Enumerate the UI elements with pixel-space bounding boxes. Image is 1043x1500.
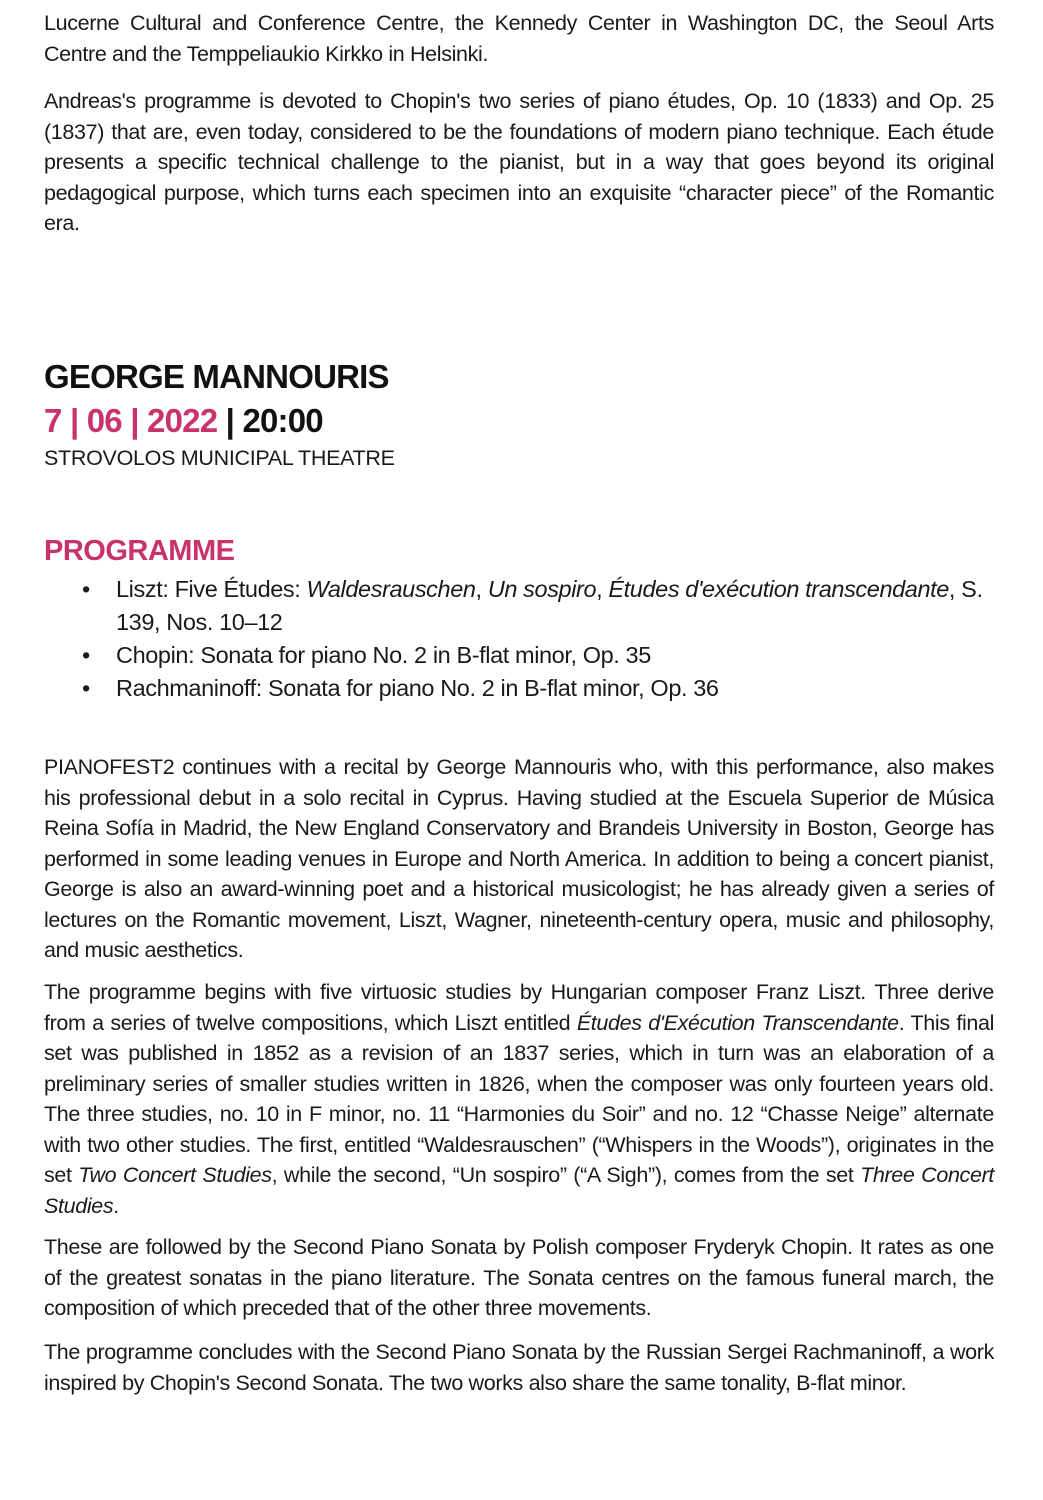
item-separator: , bbox=[596, 576, 609, 602]
bullet-icon: • bbox=[82, 642, 90, 668]
item-text: Chopin: Sonata for piano No. 2 in B-flat minor, Op. 35 bbox=[116, 642, 651, 668]
programme-item bbox=[44, 672, 994, 705]
work-title: Three Concert Studies bbox=[44, 1163, 994, 1218]
event-year: 2022 bbox=[147, 402, 218, 439]
paragraph-text: . This final set was published in 1852 as a revision of an 1837 series, which in turn was an elaboration of a preliminary series of smaller studies written in 1826, when the composer was only fourteen years old. The three studies, no. 10 in F minor, no. 11 “Harmonies du Soir” and no. 12 “Chasse Neige” alternate with two other studies. The first, entitled “Waldesrauschen” (“Whispers in the Woods”), originates in the set bbox=[44, 1010, 995, 1187]
bullet-icon: • bbox=[82, 675, 90, 701]
date-separator: | bbox=[69, 402, 79, 439]
programme-heading: PROGRAMME bbox=[44, 535, 235, 567]
work-title: Études d'exécution transcendante bbox=[608, 576, 949, 602]
body-paragraph-4: The programme concludes with the Second Piano Sonata by the Russian Sergei Rachmaninoff, a work inspired by Chopin's Second Sonata. The two works also share the same tonality, B-flat minor. bbox=[44, 1340, 994, 1395]
item-separator: , bbox=[475, 576, 488, 602]
work-title: Two Concert Studies bbox=[78, 1163, 272, 1187]
programme-item bbox=[44, 639, 994, 672]
event-date-time bbox=[44, 402, 323, 440]
intro-paragraph-2: Andreas's programme is devoted to Chopin's two series of piano études, Op. 10 (1833) and Op. 25 (1837) that are, even today, considered to be the foundations of modern piano technique. Each étude presents a specific technical challenge to the pianist, but in a way that goes beyond its original pedagogical purpose, which turns each specimen into an exquisite “character piece” of the Romantic era. bbox=[44, 89, 994, 235]
body-paragraph-2 bbox=[44, 977, 994, 1221]
time-separator: | bbox=[225, 402, 235, 439]
date-separator: | bbox=[130, 402, 139, 439]
performer-name: GEORGE MANNOURIS bbox=[44, 358, 389, 395]
bullet-icon: • bbox=[82, 576, 90, 602]
event-venue: STROVOLOS MUNICIPAL THEATRE bbox=[44, 446, 395, 470]
event-month: 06 bbox=[86, 402, 122, 439]
work-title: Waldesrauschen bbox=[306, 576, 476, 602]
body-paragraph-3: These are followed by the Second Piano Sonata by Polish composer Fryderyk Chopin. It rates as one of the greatest sonatas in the piano literature. The Sonata centres on the famous funeral march, the composition of which preceded that of the other three movements. bbox=[44, 1235, 994, 1320]
item-prefix: Liszt: Five Études: bbox=[116, 576, 307, 602]
event-time: 20:00 bbox=[242, 402, 323, 439]
programme-list bbox=[44, 573, 994, 705]
work-title: Études d'Exécution Transcendante bbox=[576, 1010, 899, 1035]
item-suffix: , S. 139, Nos. 10–12 bbox=[116, 576, 983, 635]
event-day: 7 bbox=[44, 402, 62, 439]
item-text: Rachmaninoff: Sonata for piano No. 2 in B-flat minor, Op. 36 bbox=[116, 675, 719, 701]
intro-paragraph-1: Lucerne Cultural and Conference Centre, the Kennedy Center in Washington DC, the Seoul Arts Centre and the Temppeliaukio Kirkko in Helsinki. bbox=[44, 11, 994, 66]
paragraph-text: . bbox=[113, 1193, 119, 1218]
work-title: Un sospiro bbox=[487, 576, 597, 602]
programme-item bbox=[44, 573, 994, 639]
paragraph-text: The programme begins with five virtuosic studies by Hungarian composer Franz Liszt. Three derive from a series of twelve compositions, which Liszt entitled bbox=[44, 980, 994, 1035]
body-paragraph-1: PIANOFEST2 continues with a recital by George Mannouris who, with this performance, also makes his professional debut in a solo recital in Cyprus. Having studied at the Escuela Superior de Música Reina Sofía in Madrid, the New England Conservatory and Brandeis University in Boston, George has performed in some leading venues in Europe and North America. In addition to being a concert pianist, George is also an award-winning poet and a historical musicologist; he has already given a series of lectures on the Romantic movement, Liszt, Wagner, nineteenth-century opera, music and philosophy, and music aesthetics. bbox=[44, 755, 994, 962]
paragraph-text: , while the second, “Un sospiro” (“A Sigh”), comes from the set bbox=[271, 1163, 861, 1187]
